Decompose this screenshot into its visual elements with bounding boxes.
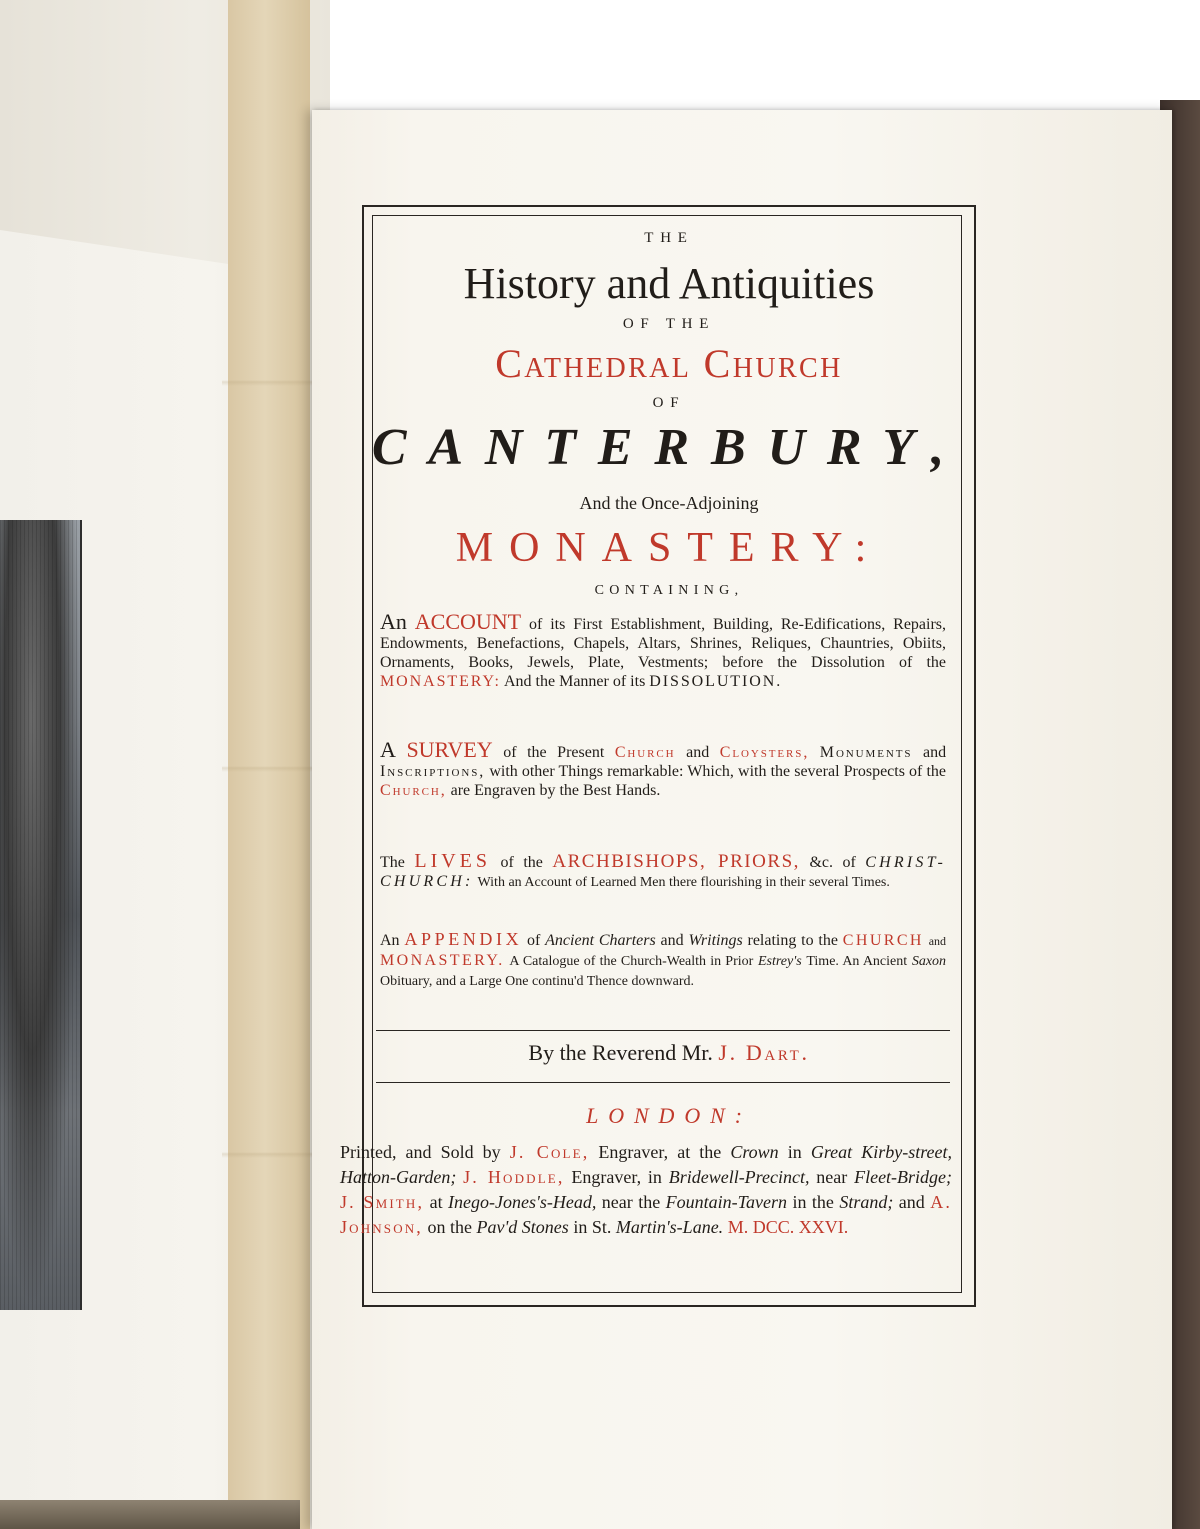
title-of-the: OF THE — [622, 316, 716, 332]
survey-text-2: with other Things remarkable: Which, with the several Prospects of the — [489, 763, 947, 780]
lives-word: LIVES — [414, 850, 492, 872]
appendix-word: APPENDIX — [404, 929, 523, 949]
survey-a: A — [380, 737, 396, 762]
imprint-johnson: A. Johnson, — [340, 1192, 953, 1237]
imprint-p10: on the — [427, 1217, 472, 1237]
survey-cloysters: Cloysters, — [719, 744, 810, 761]
imprint-date: M. DCC. XXVI. — [727, 1217, 849, 1237]
imprint-p1: Printed, and Sold by — [340, 1142, 501, 1162]
imprint-p8: in the — [792, 1192, 834, 1212]
account-an: An — [380, 609, 407, 634]
appendix-text-3: Obituary, and a Large One continu'd Thence downward. — [380, 974, 695, 989]
imprint-fountain: Fountain-Tavern — [665, 1192, 787, 1212]
imprint-inego: Inego-Jones's-Head, — [448, 1192, 597, 1212]
author-name: J. Dart. — [718, 1040, 810, 1065]
appendix-writings: Writings — [688, 932, 743, 949]
author-line — [362, 1040, 976, 1066]
rule-below-author — [376, 1082, 950, 1083]
survey-paragraph — [380, 737, 947, 800]
title-of: OF — [652, 395, 686, 411]
rule-above-author — [376, 1030, 950, 1031]
survey-church-2: Church, — [380, 782, 447, 799]
appendix-and-2: and — [928, 934, 947, 948]
survey-inscriptions: Inscriptions, — [380, 763, 486, 780]
account-dissolution: DISSOLUTION. — [649, 673, 783, 690]
survey-and-2: and — [922, 744, 947, 761]
account-text-1: of its First Establishment, Building, Re-Edifications, Repairs, Endowments, Benefactions, Chapels, Altars, Shrines, Reliques, Chauntries, Obiits, Ornaments, Books, Jewels, Plate, Vestments; before the Dissolution of the — [380, 616, 947, 671]
appendix-text-2: Time. An Ancient — [806, 954, 908, 969]
imprint-p3: in — [787, 1142, 802, 1162]
account-monastery: MONASTERY: — [380, 673, 501, 690]
title-history: History and Antiquities — [463, 259, 875, 308]
imprint-cole: J. Cole, — [509, 1142, 590, 1162]
survey-monuments: Monuments — [819, 744, 913, 761]
lives-text: With an Account of Learned Men there flourishing in their several Times. — [477, 875, 890, 890]
account-word: ACCOUNT — [414, 609, 522, 634]
appendix-relating: relating to the — [747, 932, 838, 949]
appendix-an: An — [380, 932, 400, 949]
imprint-great-kirby: Great Kirby-street, Hatton-Garden; — [340, 1142, 953, 1187]
imprint-fleet-bridge: Fleet-Bridge; — [854, 1167, 953, 1187]
imprint-p6: at — [429, 1192, 443, 1212]
imprint-p7: near the — [601, 1192, 661, 1212]
appendix-saxon: Saxon — [911, 954, 947, 969]
title-the: THE — [644, 230, 694, 246]
imprint-martins: Martin's-Lane. — [615, 1217, 724, 1237]
lives-the: The — [380, 854, 405, 871]
appendix-estrey: Estrey's — [757, 954, 802, 969]
survey-text-3: are Engraven by the Best Hands. — [450, 782, 661, 799]
survey-word: SURVEY — [406, 737, 493, 762]
imprint-paragraph — [340, 1140, 952, 1240]
imprint-p9: and — [898, 1192, 925, 1212]
imprint-p4: Engraver, in — [571, 1167, 662, 1187]
imprint-p11: in St. — [573, 1217, 612, 1237]
survey-church: Church — [614, 744, 676, 761]
imprint-strand: Strand; — [839, 1192, 894, 1212]
imprint-smith: J. Smith, — [340, 1192, 425, 1212]
imprint-p2: Engraver, at the — [598, 1142, 722, 1162]
appendix-charters: Ancient Charters — [545, 932, 656, 949]
title-once-adjoining: And the Once-Adjoining — [579, 493, 759, 513]
imprint-paved: Pav'd Stones — [476, 1217, 569, 1237]
lives-christ-church: CHRIST-CHURCH: — [380, 854, 947, 890]
account-paragraph — [380, 609, 947, 691]
imprint-london: LONDON: — [586, 1103, 752, 1128]
title-canterbury: CANTERBURY, — [371, 419, 967, 476]
title-containing: CONTAINING, — [594, 583, 744, 598]
appendix-monastery: MONASTERY. — [380, 952, 505, 969]
appendix-paragraph — [380, 930, 946, 991]
imprint-hoddle: J. Hoddle, — [463, 1167, 565, 1187]
title-monastery: MONASTERY: — [455, 525, 883, 571]
hinge-strip — [222, 0, 322, 1529]
survey-and: and — [686, 744, 710, 761]
account-text-2: And the Manner of its — [503, 673, 646, 690]
imprint-bridewell: Bridewell-Precinct, — [668, 1167, 810, 1187]
appendix-church: CHURCH — [842, 932, 924, 949]
book-edge — [0, 1500, 300, 1529]
author-by: By the Reverend Mr. — [528, 1040, 713, 1065]
appendix-and: and — [660, 932, 684, 949]
lives-paragraph — [380, 852, 946, 892]
imprint-crown: Crown — [730, 1142, 779, 1162]
lives-of-the: of the — [500, 854, 543, 871]
appendix-of: of — [527, 932, 541, 949]
survey-text-1: of the Present — [503, 744, 605, 761]
title-cathedral-church: Cathedral Church — [495, 341, 843, 386]
imprint-p5: near — [816, 1167, 848, 1187]
lives-etc: &c. of — [809, 854, 856, 871]
frontispiece-engraving — [0, 520, 82, 1310]
lives-archbishops: ARCHBISHOPS, PRIORS, — [552, 851, 800, 872]
appendix-text-1: A Catalogue of the Church-Wealth in Prior — [509, 954, 754, 969]
